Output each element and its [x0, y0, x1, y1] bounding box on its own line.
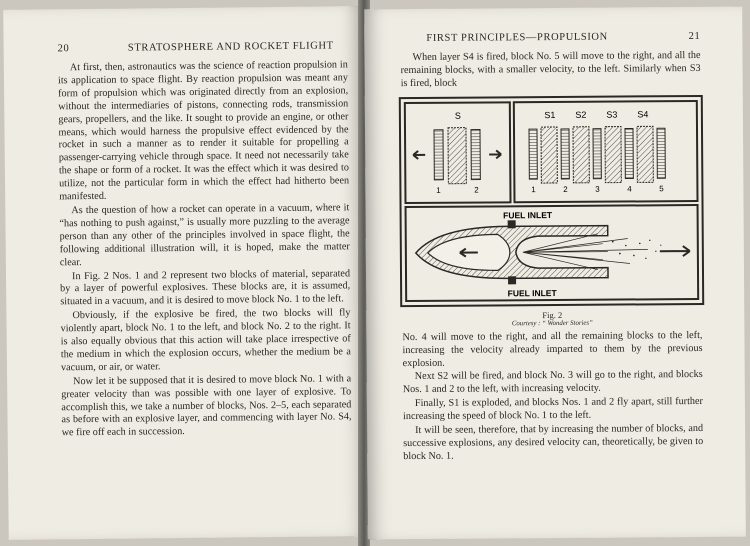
block-1: [434, 129, 443, 179]
figure-2: [397, 93, 707, 328]
figure-caption: Fig. 2: [542, 309, 563, 320]
rocket-diagram: [397, 93, 706, 309]
block-4: [625, 128, 633, 178]
block-number: 2: [474, 185, 479, 195]
fuel-inlet-label-top: FUEL INLET: [503, 209, 553, 221]
layer-label: S2: [575, 109, 587, 120]
block-number: 2: [563, 184, 568, 194]
explosive-layer-s3: [605, 126, 621, 182]
explosive-layer-s1: [541, 127, 557, 183]
explosive-layer-s4: [637, 126, 653, 182]
paragraph: Finally, S1 is exploded, and blocks Nos. 1 and 2 fly apart, still further increasing the speed of block No. 1 to the left.: [402, 396, 703, 423]
left-running-head: [58, 40, 348, 54]
left-page-text: [58, 59, 352, 440]
block-2: [471, 129, 480, 179]
paragraph: No. 4 will move to the right, and all the remaining blocks to the left, increasing the velocity already imparted to them by the previous explosion.: [402, 329, 703, 369]
right-page-text-bottom: [402, 330, 703, 464]
block-number: 1: [436, 185, 441, 195]
right-arrow-icon: [489, 150, 501, 158]
right-page-text-top: [400, 50, 700, 91]
left-arrow-icon: [413, 151, 425, 159]
layer-label: S4: [637, 109, 649, 120]
right-arrow-icon: [660, 246, 690, 256]
explosive-layer: [448, 127, 466, 183]
paragraph: It will be seen, therefore, that by increasing the number of blocks, and successive explosions, any desired velocity can, theoretically, be given to block No. 1.: [403, 423, 704, 462]
fuel-inlet-bottom: [508, 276, 516, 284]
paragraph: When layer S4 is fired, block No. 5 will move to the right, and all the remaining blocks, with a smaller velocity, to the left. Similarly when S3 is fired, block: [400, 49, 701, 89]
block-number: 4: [627, 184, 632, 194]
right-running-head: [400, 31, 700, 44]
block-2: [561, 129, 569, 179]
paragraph: In Fig. 2 Nos. 1 and 2 represent two blocks of material, separated by a layer of powerful explosives. These blocks are, it is assumed, situated in a vacuum, and it is desired to move block No. 1 to the left.: [60, 267, 351, 308]
block-number: 3: [595, 184, 600, 194]
right-running-title: FIRST PRINCIPLES—PROPULSION: [426, 31, 608, 44]
explosive-layer-s2: [573, 126, 589, 182]
left-page: [3, 6, 367, 540]
layer-label: S1: [544, 109, 556, 120]
paragraph: Obviously, if the explosive be fired, the two blocks will fly violently apart, block No. 1 to the left, and block No. 2 to the right. It is also equally obvious that this action will take place irrespective of the medium in which the explosion occurs, whether the medium be a vacuum, or air, or water.: [60, 307, 351, 374]
left-running-title: STRATOSPHERE AND ROCKET FLIGHT: [127, 40, 334, 54]
paragraph: As the question of how a rocket can operate in a vacuum, where it “has nothing to push against,” is usually more puzzling to the average person than any other of the principles involved in space flight, the following additional illustration will, it is hoped, make the matter clear.: [59, 202, 350, 268]
block-number: 5: [659, 183, 664, 193]
left-page-number: 20: [57, 43, 70, 55]
right-page: [364, 7, 746, 540]
fuel-inlet-top: [508, 220, 516, 228]
block-number: 1: [531, 184, 536, 194]
layer-label: S3: [606, 109, 618, 120]
panel-a-label: S: [454, 110, 461, 121]
fuel-inlet-label-bottom: FUEL INLET: [507, 287, 557, 299]
paragraph: Next S2 will be fired, and block No. 3 will go to the right, and blocks Nos. 1 and 2 to the left, with increasing velocity.: [402, 369, 703, 396]
paragraph: At first, then, astronautics was the science of reaction propulsion in its application to space flight. By reaction propulsion was meant any form of propulsion which was originated directly from an explosion, without the intermediaries of pistons, connecting rods, transmission gears, propellers, and the like. It sought to provide an engine, or other means, which would harness the propulsive effect evidenced by the rocket in such a manner as to render it suitable for propelling a passenger-carrying vehicle through space. It need not necessarily take the shape or form of a rocket. It was the effect which it was desired to utilize, not the particular form in which the effect had hitherto been manifested.: [57, 59, 350, 203]
exhaust-burst: [523, 233, 648, 270]
right-page-number: 21: [688, 30, 701, 43]
block-3: [593, 128, 601, 178]
block-1: [529, 129, 537, 179]
paragraph: Now let it be supposed that it is desired to move block No. 1 with a greater velocity than was possible with one layer of explosive. To accomplish this, we take a number of blocks, Nos. 2–5, each separated as before with an explosive layer, and commencing with layer No. S4, we fire off each in succession.: [61, 373, 352, 439]
block-5: [657, 128, 665, 178]
figure-courtesy: Courtesy : “ Wonder Stories”: [511, 319, 593, 328]
